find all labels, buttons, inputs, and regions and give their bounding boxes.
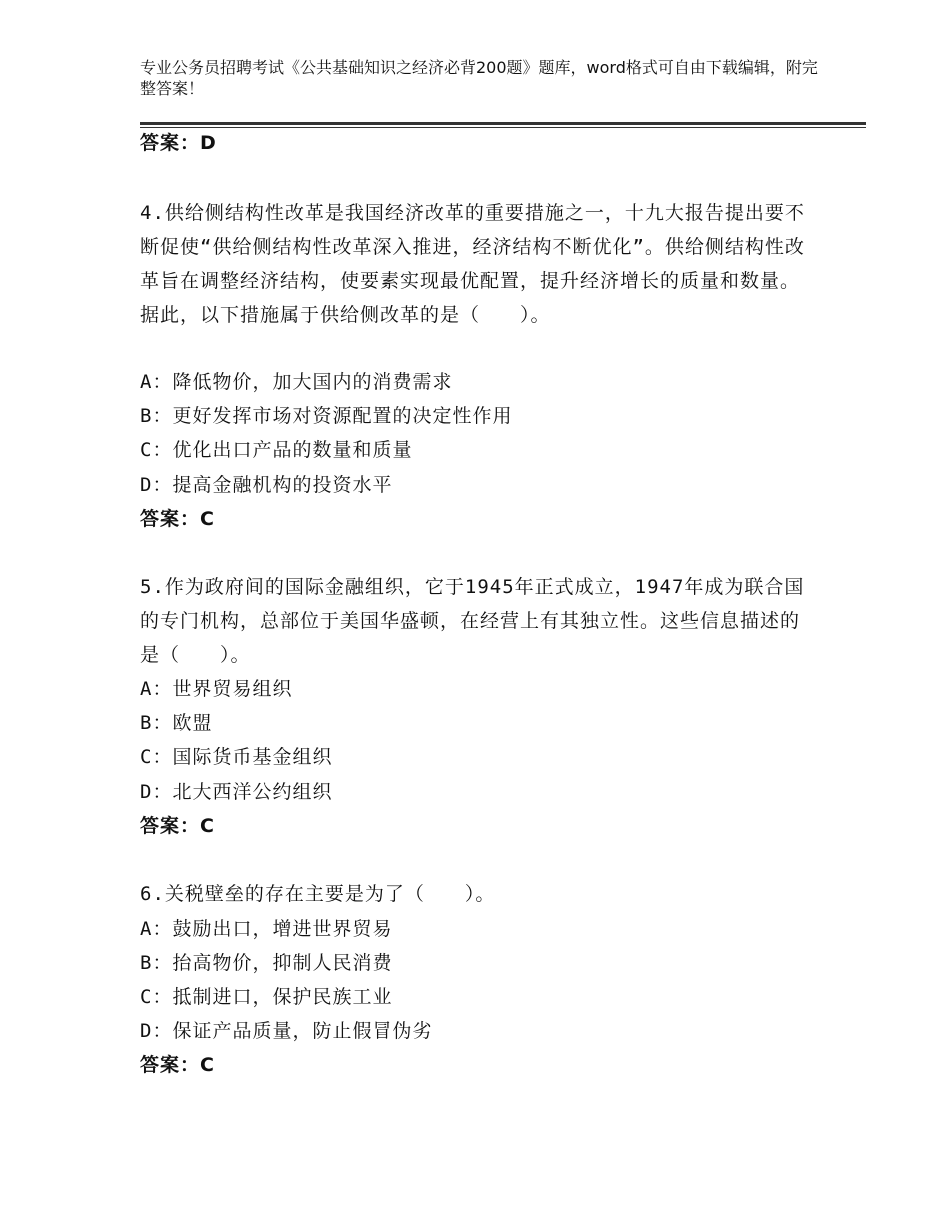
header-rule-thick bbox=[140, 122, 866, 125]
question-6-option-c: C：抵制进口，保护民族工业 bbox=[140, 986, 393, 1008]
question-4-answer: 答案：C bbox=[140, 508, 215, 530]
question-6-option-a: A：鼓励出口，增进世界贸易 bbox=[140, 918, 393, 940]
question-6-answer: 答案：C bbox=[140, 1054, 215, 1076]
question-5-stem: 5.作为政府间的国际金融组织，它于1945年正式成立，1947年成为联合国的专门机构，总部位于美国华盛顿，在经营上有其独立性。这些信息描述的是（ ）。 bbox=[140, 576, 805, 666]
question-5-option-c: C：国际货币基金组织 bbox=[140, 746, 333, 768]
question-4-option-d: D：提高金融机构的投资水平 bbox=[140, 474, 393, 496]
question-4-option-c: C：优化出口产品的数量和质量 bbox=[140, 439, 413, 461]
question-4-stem: 4.供给侧结构性改革是我国经济改革的重要措施之一，十九大报告提出要不断促使“供给侧结构性改革深入推进，经济结构不断优化”。供给侧结构性改革旨在调整经济结构，使要素实现最优配置，提升经济增长的质量和数量。据此，以下措施属于供给侧改革的是（ ）。 bbox=[140, 202, 805, 326]
question-5-option-a: A：世界贸易组织 bbox=[140, 678, 293, 700]
question-4-option-a: A：降低物价，加大国内的消费需求 bbox=[140, 371, 453, 393]
question-4-option-b: B：更好发挥市场对资源配置的决定性作用 bbox=[140, 405, 513, 427]
question-6-option-d: D：保证产品质量，防止假冒伪劣 bbox=[140, 1020, 433, 1042]
question-5-answer: 答案：C bbox=[140, 815, 215, 837]
header-rule-thin bbox=[140, 127, 866, 128]
page-header: 专业公务员招聘考试《公共基础知识之经济必背200题》题库，word格式可自由下载编辑，附完整答案！ bbox=[140, 58, 818, 98]
question-5-option-b: B：欧盟 bbox=[140, 712, 213, 734]
question-6-option-b: B：抬高物价，抑制人民消费 bbox=[140, 952, 393, 974]
question-6-stem: 6.关税壁垒的存在主要是为了（ ）。 bbox=[140, 883, 496, 905]
question-5-option-d: D：北大西洋公约组织 bbox=[140, 781, 333, 803]
previous-answer: 答案：D bbox=[140, 132, 217, 154]
